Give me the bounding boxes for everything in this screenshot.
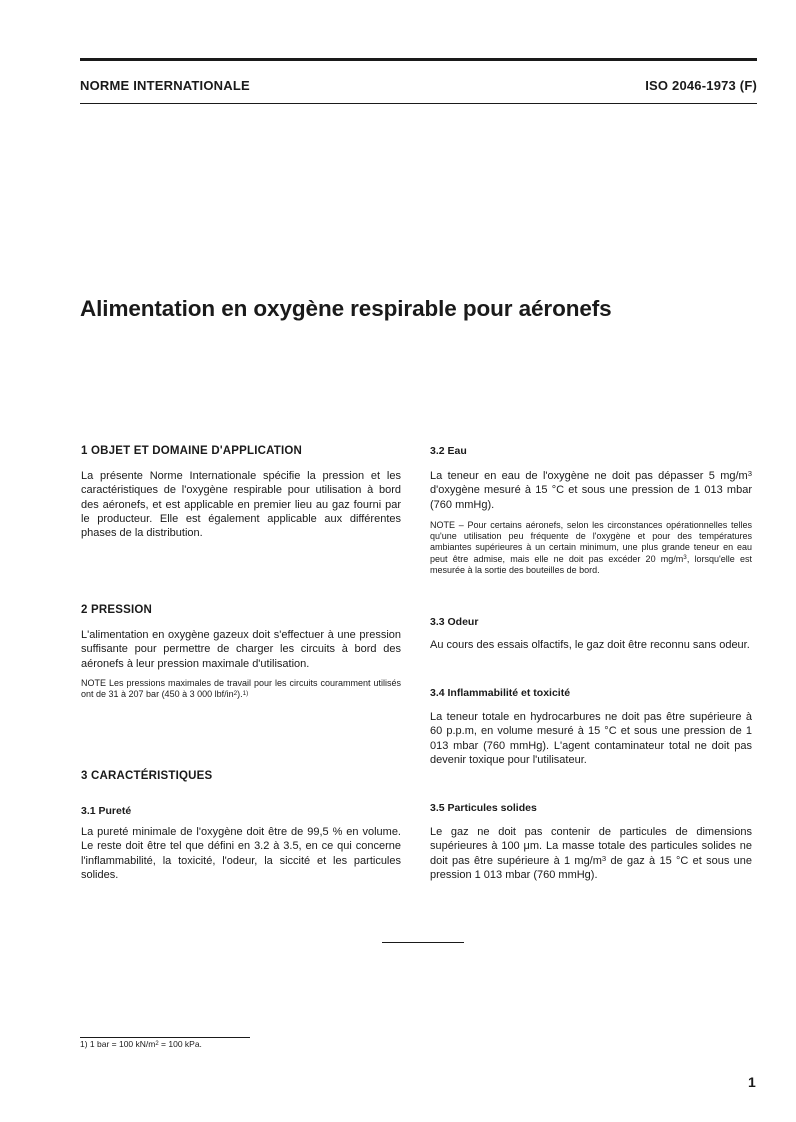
section-3-3-text: Au cours des essais olfactifs, le gaz doit être reconnu sans odeur. — [430, 639, 750, 651]
section-2-heading: 2 PRESSION — [81, 604, 153, 616]
header-top-rule — [80, 58, 757, 61]
section-3-heading: 3 CARACTÉRISTIQUES — [81, 770, 213, 782]
section-3-2-heading: 3.2 Eau — [430, 445, 467, 457]
section-1-text: La présente Norme Internationale spécifie la pression et les caractéristiques de l'oxygène respirable pour utilisation à bord des aéronefs, et est applicable en premier lieu au gaz fourni par le producteur. Elle est également applicable aux différentes phases de la distribution. — [81, 470, 401, 540]
footnote-reference: 1) — [242, 689, 249, 697]
footnote-rule — [80, 1037, 250, 1038]
section-3-2-note: NOTE – Pour certains aéronefs, selon les circonstances opérationnelles telles qu'une utilisation peu fréquente de l'oxygène et pour des températures ambiantes supérieures à un certain minimum, une plus grande teneur en eau peut être admise, mais elle ne doit pas excéder 20 $mg/m^3$, lorsqu'elle est mesurée à la sortie des bouteilles de bord. — [430, 519, 752, 575]
document-title: Alimentation en oxygène respirable pour aéronefs — [80, 296, 612, 321]
header-standard-type: NORME INTERNATIONALE — [80, 78, 250, 93]
end-of-text-rule — [382, 942, 464, 943]
page-number: 1 — [748, 1074, 756, 1090]
section-3-3 — [430, 616, 752, 652]
section-3-5-text: Le gaz ne doit pas contenir de particules de dimensions supérieures à 100 μm. La masse totale des particules solides ne doit pas être supérieure à 1 $mg/m^3$ de gaz à 15 °C et sous une pression 1 013 mbar (760 mmHg). — [430, 826, 752, 881]
section-3-5-heading: 3.5 Particules solides — [430, 802, 537, 814]
section-3-3-heading: 3.3 Odeur — [430, 616, 479, 628]
section-3 — [81, 770, 401, 782]
section-3-1-text: La pureté minimale de l'oxygène doit être de 99,5 % en volume. Le reste doit être tel que défini en 3.2 à 3.5, en ce qui concerne l'inflammabilité, la toxicité, l'odeur, la siccité et les particules solides. — [81, 826, 401, 881]
section-3-1-heading: 3.1 Pureté — [81, 805, 132, 817]
section-2-note: NOTE Les pressions maximales de travail pour les circuits couramment utilisés ont de 31 à 207 bar (450 à 3 000 lbf/$in^2).^{1)}$ — [81, 677, 401, 700]
footnote: 1) 1 bar = 100 $kN/m^2 = 100$ kPa. — [80, 1039, 202, 1049]
header-standard-number: ISO 2046-1973 (F) — [645, 78, 757, 93]
section-2 — [81, 604, 401, 700]
section-2-text: L'alimentation en oxygène gazeux doit s'effectuer à une pression suffisante pour permettre de charger les circuits à bord des aéronefs à leur pression maximale d'utilisation. — [81, 629, 401, 670]
section-1-heading: 1 OBJET ET DOMAINE D'APPLICATION — [81, 445, 303, 457]
section-1 — [81, 445, 401, 540]
section-3-1 — [81, 805, 401, 882]
section-3-5 — [430, 802, 752, 882]
header-bottom-rule — [80, 103, 757, 104]
section-3-4 — [430, 687, 752, 767]
section-3-2 — [430, 445, 752, 576]
section-3-4-heading: 3.4 Inflammabilité et toxicité — [430, 687, 571, 699]
section-3-2-text: La teneur en eau de l'oxygène ne doit pas dépasser 5 $mg/m^3$ d'oxygène mesuré à 15 °C et sous une pression de 1 013 mbar (760 mmHg). — [430, 468, 752, 511]
section-3-4-text: La teneur totale en hydrocarbures ne doit pas être supérieure à 60 p.p.m, en volume mesuré à 15 °C et sous une pression de 1 013 mbar (760 mmHg). L'agent contaminateur total ne doit pas devenir toxique pour l'utilisateur. — [430, 711, 752, 766]
